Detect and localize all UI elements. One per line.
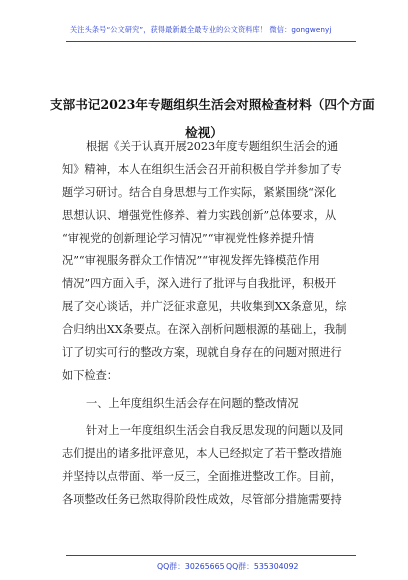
section-heading-1: 一、上年度组织生活会存在问题的整改情况 [86, 397, 299, 410]
paragraph-1-line: 思想认识、增强党性修养、着力实践创新”总体要求，从 [62, 208, 337, 222]
paragraph-1-line: 如下检查： [62, 368, 118, 382]
paragraph-1 [62, 136, 352, 388]
paragraph-1-line: 况”“审视服务群众工作情况”“审视发挥先锋模范作用 [62, 254, 320, 268]
footer-divider [66, 555, 356, 556]
paragraph-2-line: 各项整改任务已然取得阶段性成效，尽管部分措施需要持 [62, 492, 342, 506]
paragraph-2-line: 志们提出的诸多批评意见，本人已经拟定了若干整改措施 [62, 446, 342, 460]
footer-qq-group-1: QQ群：30265665 [157, 562, 225, 571]
paragraph-1-line: “审视党的创新理论学习情况”“审视党性修养提升情 [62, 231, 315, 245]
paragraph-1-line: 订了切实可行的整改方案，现就自身存在的问题对照进行 [62, 346, 342, 360]
paragraph-2-line: 针对上一年度组织生活会自我反思发现的问题以及同 [86, 424, 344, 437]
document-title-line2: 检视） [185, 125, 223, 140]
header-banner: 关注头条号“公文研究”，获得最新最全最专业的公文资料库！ 微信：gongwenyj [70, 25, 332, 34]
paragraph-1-line: 情况”四方面入手，深入进行了批评与自我批评，积极开 [62, 277, 337, 291]
header-divider [66, 41, 356, 42]
paragraph-1-line: 合归纳出XX条要点。在深入剖析问题根源的基础上，我制 [62, 323, 347, 337]
paragraph-2-line: 并坚持以点带面、举一反三，全面推进整改工作。目前， [62, 469, 342, 483]
document-title-line1: 支部书记2023年专题组织生活会对照检查材料（四个方面 [50, 97, 375, 112]
paragraph-1-line: 题学习研讨。结合自身思想与工作实际，紧紧围绕“深化 [62, 185, 337, 199]
paragraph-1-line: 知》精神，本人在组织生活会召开前积极自学并参加了专 [62, 162, 342, 176]
paragraph-2 [62, 420, 352, 512]
paragraph-1-line: 根据《关于认真开展2023年度专题组织生活会的通 [86, 140, 339, 153]
paragraph-1-line: 展了交心谈话，并广泛征求意见，共收集到XX条意见，综 [62, 300, 347, 314]
footer-qq-group-2: QQ群：535304092 [226, 562, 299, 571]
